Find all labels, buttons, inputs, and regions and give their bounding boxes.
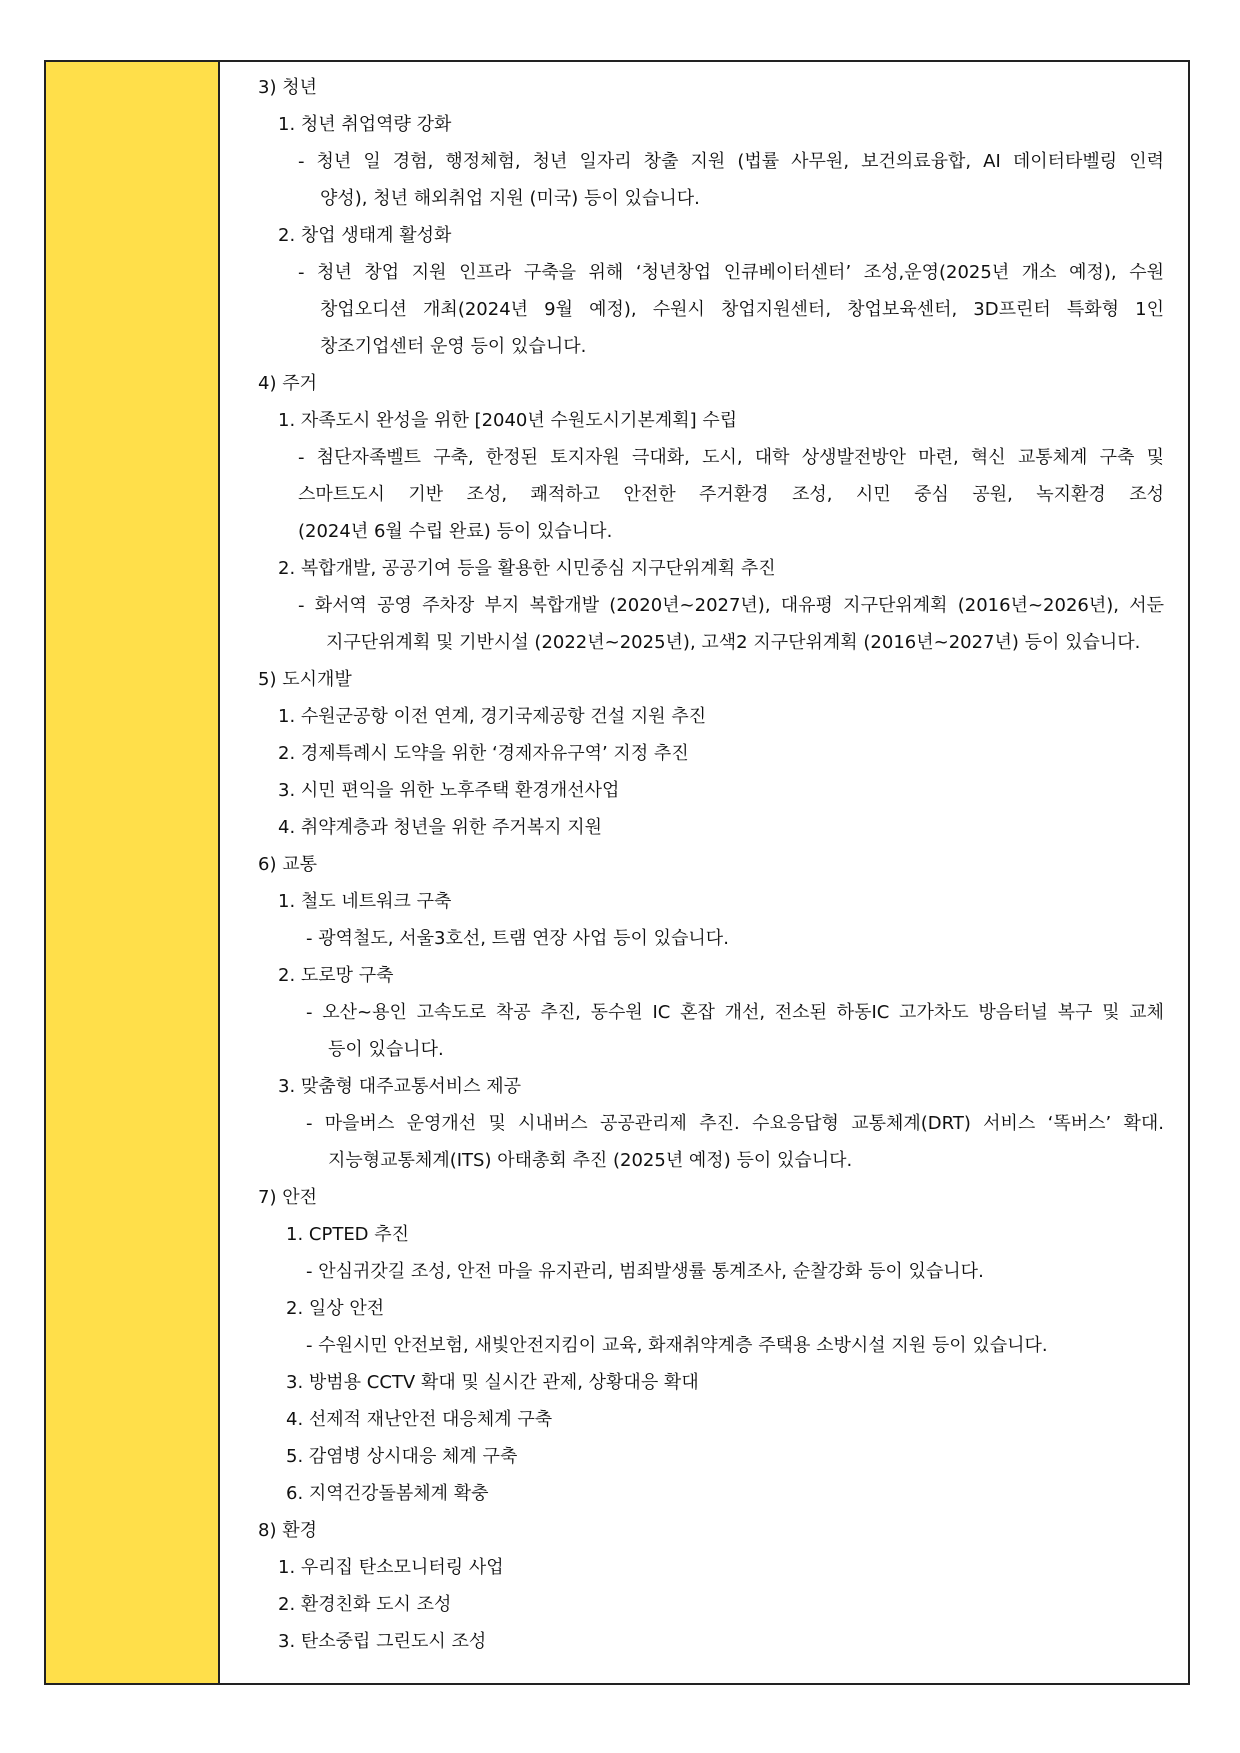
item-detail: - 수원시민 안전보험, 새빛안전지킴이 교육, 화재취약계층 주택용 소방시설 지원 등이 있습니다. [306, 1335, 1048, 1356]
yellow-side-column [46, 62, 220, 1683]
content-column [220, 62, 1188, 1683]
item-detail: - 오산~용인 고속도로 착공 추진, 동수원 IC 혼잡 개선, 전소된 하동IC 고가차도 방음터널 복구 및 교체 [306, 1002, 1164, 1023]
section-heading-safety: 7) 안전 [258, 1187, 317, 1208]
item-title: 2. 복합개발, 공공기여 등을 활용한 시민중심 지구단위계획 추진 [278, 558, 776, 579]
item-title: 2. 도로망 구축 [278, 965, 394, 986]
item-detail: - 광역철도, 서울3호선, 트램 연장 사업 등이 있습니다. [306, 928, 729, 949]
list-item: 2. 경제특례시 도약을 위한 ‘경제자유구역’ 지정 추진 [278, 743, 689, 764]
list-item: 3. 시민 편익을 위한 노후주택 환경개선사업 [278, 780, 620, 801]
item-detail: (2024년 6월 수립 완료) 등이 있습니다. [298, 521, 613, 542]
item-detail: 지구단위계획 및 기반시설 (2022년~2025년), 고색2 지구단위계획 (2016년~2027년) 등이 있습니다. [326, 632, 1141, 653]
section-heading-transport: 6) 교통 [258, 854, 317, 875]
list-item: 3. 방범용 CCTV 확대 및 실시간 관제, 상황대응 확대 [286, 1372, 699, 1393]
section-heading-youth: 3) 청년 [258, 77, 317, 98]
section-heading-environment: 8) 환경 [258, 1520, 317, 1541]
item-detail: 양성), 청년 해외취업 지원 (미국) 등이 있습니다. [320, 188, 700, 209]
list-item: 3. 탄소중립 그린도시 조성 [278, 1631, 487, 1652]
item-detail: 지능형교통체계(ITS) 아태총회 추진 (2025년 예정) 등이 있습니다. [328, 1150, 853, 1171]
item-detail: - 청년 창업 지원 인프라 구축을 위해 ‘청년창업 인큐베이터센터’ 조성,운영(2025년 개소 예정), 수원 [298, 262, 1164, 283]
item-title: 1. 청년 취업역량 강화 [278, 114, 452, 135]
list-item: 4. 선제적 재난안전 대응체계 구축 [286, 1409, 553, 1430]
item-detail: - 첨단자족벨트 구축, 한정된 토지자원 극대화, 도시, 대학 상생발전방안 마련, 혁신 교통체계 구축 및 [298, 447, 1164, 468]
item-detail: 스마트도시 기반 조성, 쾌적하고 안전한 주거환경 조성, 시민 중심 공원, 녹지환경 조성 [298, 484, 1164, 505]
item-detail: 창업오디션 개최(2024년 9월 예정), 수원시 창업지원센터, 창업보육센터, 3D프린터 특화형 1인 [320, 299, 1164, 320]
item-detail: - 안심귀갓길 조성, 안전 마을 유지관리, 범죄발생률 통계조사, 순찰강화 등이 있습니다. [306, 1261, 984, 1282]
item-title: 3. 맞춤형 대주교통서비스 제공 [278, 1076, 521, 1097]
item-title: 1. 자족도시 완성을 위한 [2040년 수원도시기본계획] 수립 [278, 410, 738, 431]
list-item: 2. 환경친화 도시 조성 [278, 1594, 452, 1615]
list-item: 6. 지역건강돌봄체계 확충 [286, 1483, 489, 1504]
document-frame [44, 60, 1190, 1685]
item-title: 2. 일상 안전 [286, 1298, 385, 1319]
item-detail: - 청년 일 경험, 행정체험, 청년 일자리 창출 지원 (법률 사무원, 보건의료융합, AI 데이터타벨링 인력 [298, 151, 1164, 172]
list-item: 1. 우리집 탄소모니터링 사업 [278, 1557, 504, 1578]
item-title: 2. 창업 생태계 활성화 [278, 225, 452, 246]
list-item: 5. 감염병 상시대응 체계 구축 [286, 1446, 518, 1467]
item-detail: - 화서역 공영 주차장 부지 복합개발 (2020년~2027년), 대유평 지구단위계획 (2016년~2026년), 서둔 [298, 595, 1164, 616]
item-detail: 창조기업센터 운영 등이 있습니다. [320, 336, 587, 357]
section-heading-urban-development: 5) 도시개발 [258, 669, 352, 690]
section-heading-housing: 4) 주거 [258, 373, 317, 394]
list-item: 4. 취약계층과 청년을 위한 주거복지 지원 [278, 817, 602, 838]
item-title: 1. 철도 네트워크 구축 [278, 891, 452, 912]
list-item: 1. 수원군공항 이전 연계, 경기국제공항 건설 지원 추진 [278, 706, 707, 727]
item-detail: - 마을버스 운영개선 및 시내버스 공공관리제 추진. 수요응답형 교통체계(DRT) 서비스 ‘똑버스’ 확대. [306, 1113, 1164, 1134]
item-detail: 등이 있습니다. [328, 1039, 444, 1060]
item-title: 1. CPTED 추진 [286, 1224, 410, 1245]
